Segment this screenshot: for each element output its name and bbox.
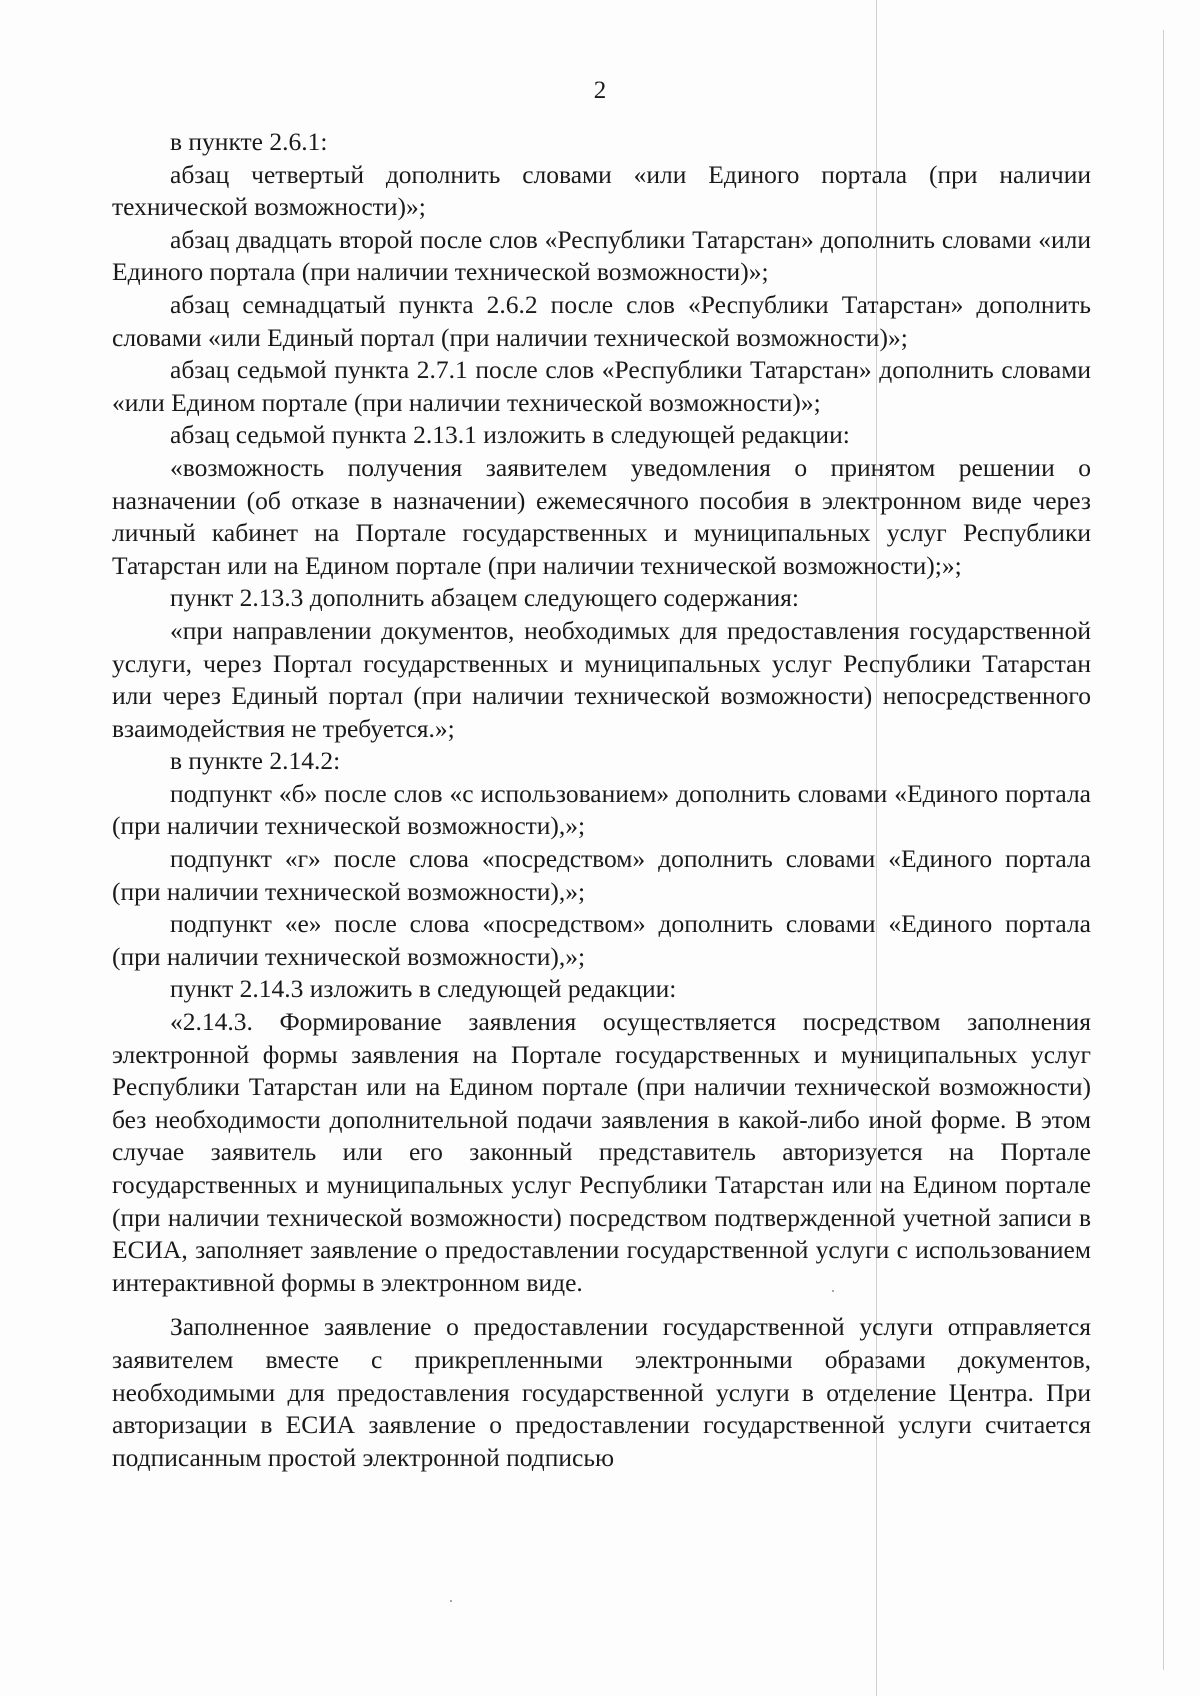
paragraph: подпункт «б» после слов «с использованием» дополнить словами «Единого портала (при наличии технической возможности),»;: [112, 778, 1091, 841]
paragraph: абзац четвертый дополнить словами «или Единого портала (при наличии технической возможности)»;: [112, 159, 1091, 222]
paragraph: «при направлении документов, необходимых для предоставления государственной услуги, через Портал государственных и муниципальных услуг Республики Татарстан или через Единый портал (при наличии технической возможности) непосредственного взаимодействия не требуется.»;: [112, 615, 1091, 743]
document-body: [112, 126, 1091, 1474]
paragraph: пункт 2.13.3 дополнить абзацем следующего содержания:: [170, 583, 799, 613]
paragraph: в пункте 2.6.1:: [170, 127, 328, 156]
paragraph: «возможность получения заявителем уведомления о принятом решении о назначении (об отказе в назначении) ежемесячного пособия в электронном виде через личный кабинет на Портале государственных и муниципальных услуг Республики Татарстан или на Едином портале (при наличии технической возможности);»;: [112, 452, 1091, 580]
paragraph: подпункт «е» после слова «посредством» дополнить словами «Единого портала (при наличии технической возможности),»;: [112, 909, 1091, 971]
paragraph: Заполненное заявление о предоставлении государственной услуги отправляется заявителем вместе с прикрепленными электронными образами документов, необходимыми для предоставления государственной услуги в отделение Центра. При авторизации в ЕСИА заявление о предоставлении государственной услуги считается подписанным простой электронной подписью: [112, 1312, 1091, 1472]
paragraph: абзац семнадцатый пункта 2.6.2 после слов «Республики Татарстан» дополнить словами «или Единый портал (при наличии технической возможности)»;: [112, 289, 1091, 352]
scan-page-edge: [1163, 30, 1164, 1670]
paragraph: «2.14.3. Формирование заявления осуществляется посредством заполнения электронной формы заявления на Портале государственных и муниципальных услуг Республики Татарстан или на Едином портале (при наличии технической возможности) без необходимости дополнительной подачи заявления в какой-либо иной форме. В этом случае заявитель или его законный представитель авторизуется на Портале государственных и муниципальных услуг Республики Татарстан или на Едином портале (при наличии технической возможности) посредством подтвержденной учетной записи в ЕСИА, заполняет заявление о предоставлении государственной услуги с использованием интерактивной формы в электронном виде.: [112, 1007, 1091, 1297]
paragraph: абзац двадцать второй после слов «Республики Татарстан» дополнить словами «или Единого портала (при наличии технической возможности)»;: [112, 224, 1091, 287]
scan-speck: [450, 1600, 452, 1602]
paragraph: абзац седьмой пункта 2.13.1 изложить в следующей редакции:: [170, 420, 850, 450]
paragraph: пункт 2.14.3 изложить в следующей редакции:: [170, 974, 677, 1004]
paragraph: подпункт «г» после слова «посредством» дополнить словами «Единого портала (при наличии технической возможности),»;: [112, 844, 1091, 906]
paragraph: в пункте 2.14.2:: [170, 746, 341, 776]
paragraph: абзац седьмой пункта 2.7.1 после слов «Республики Татарстан» дополнить словами «или Едином портале (при наличии технической возможности)»;: [112, 355, 1091, 417]
page-number: 2: [593, 77, 607, 104]
